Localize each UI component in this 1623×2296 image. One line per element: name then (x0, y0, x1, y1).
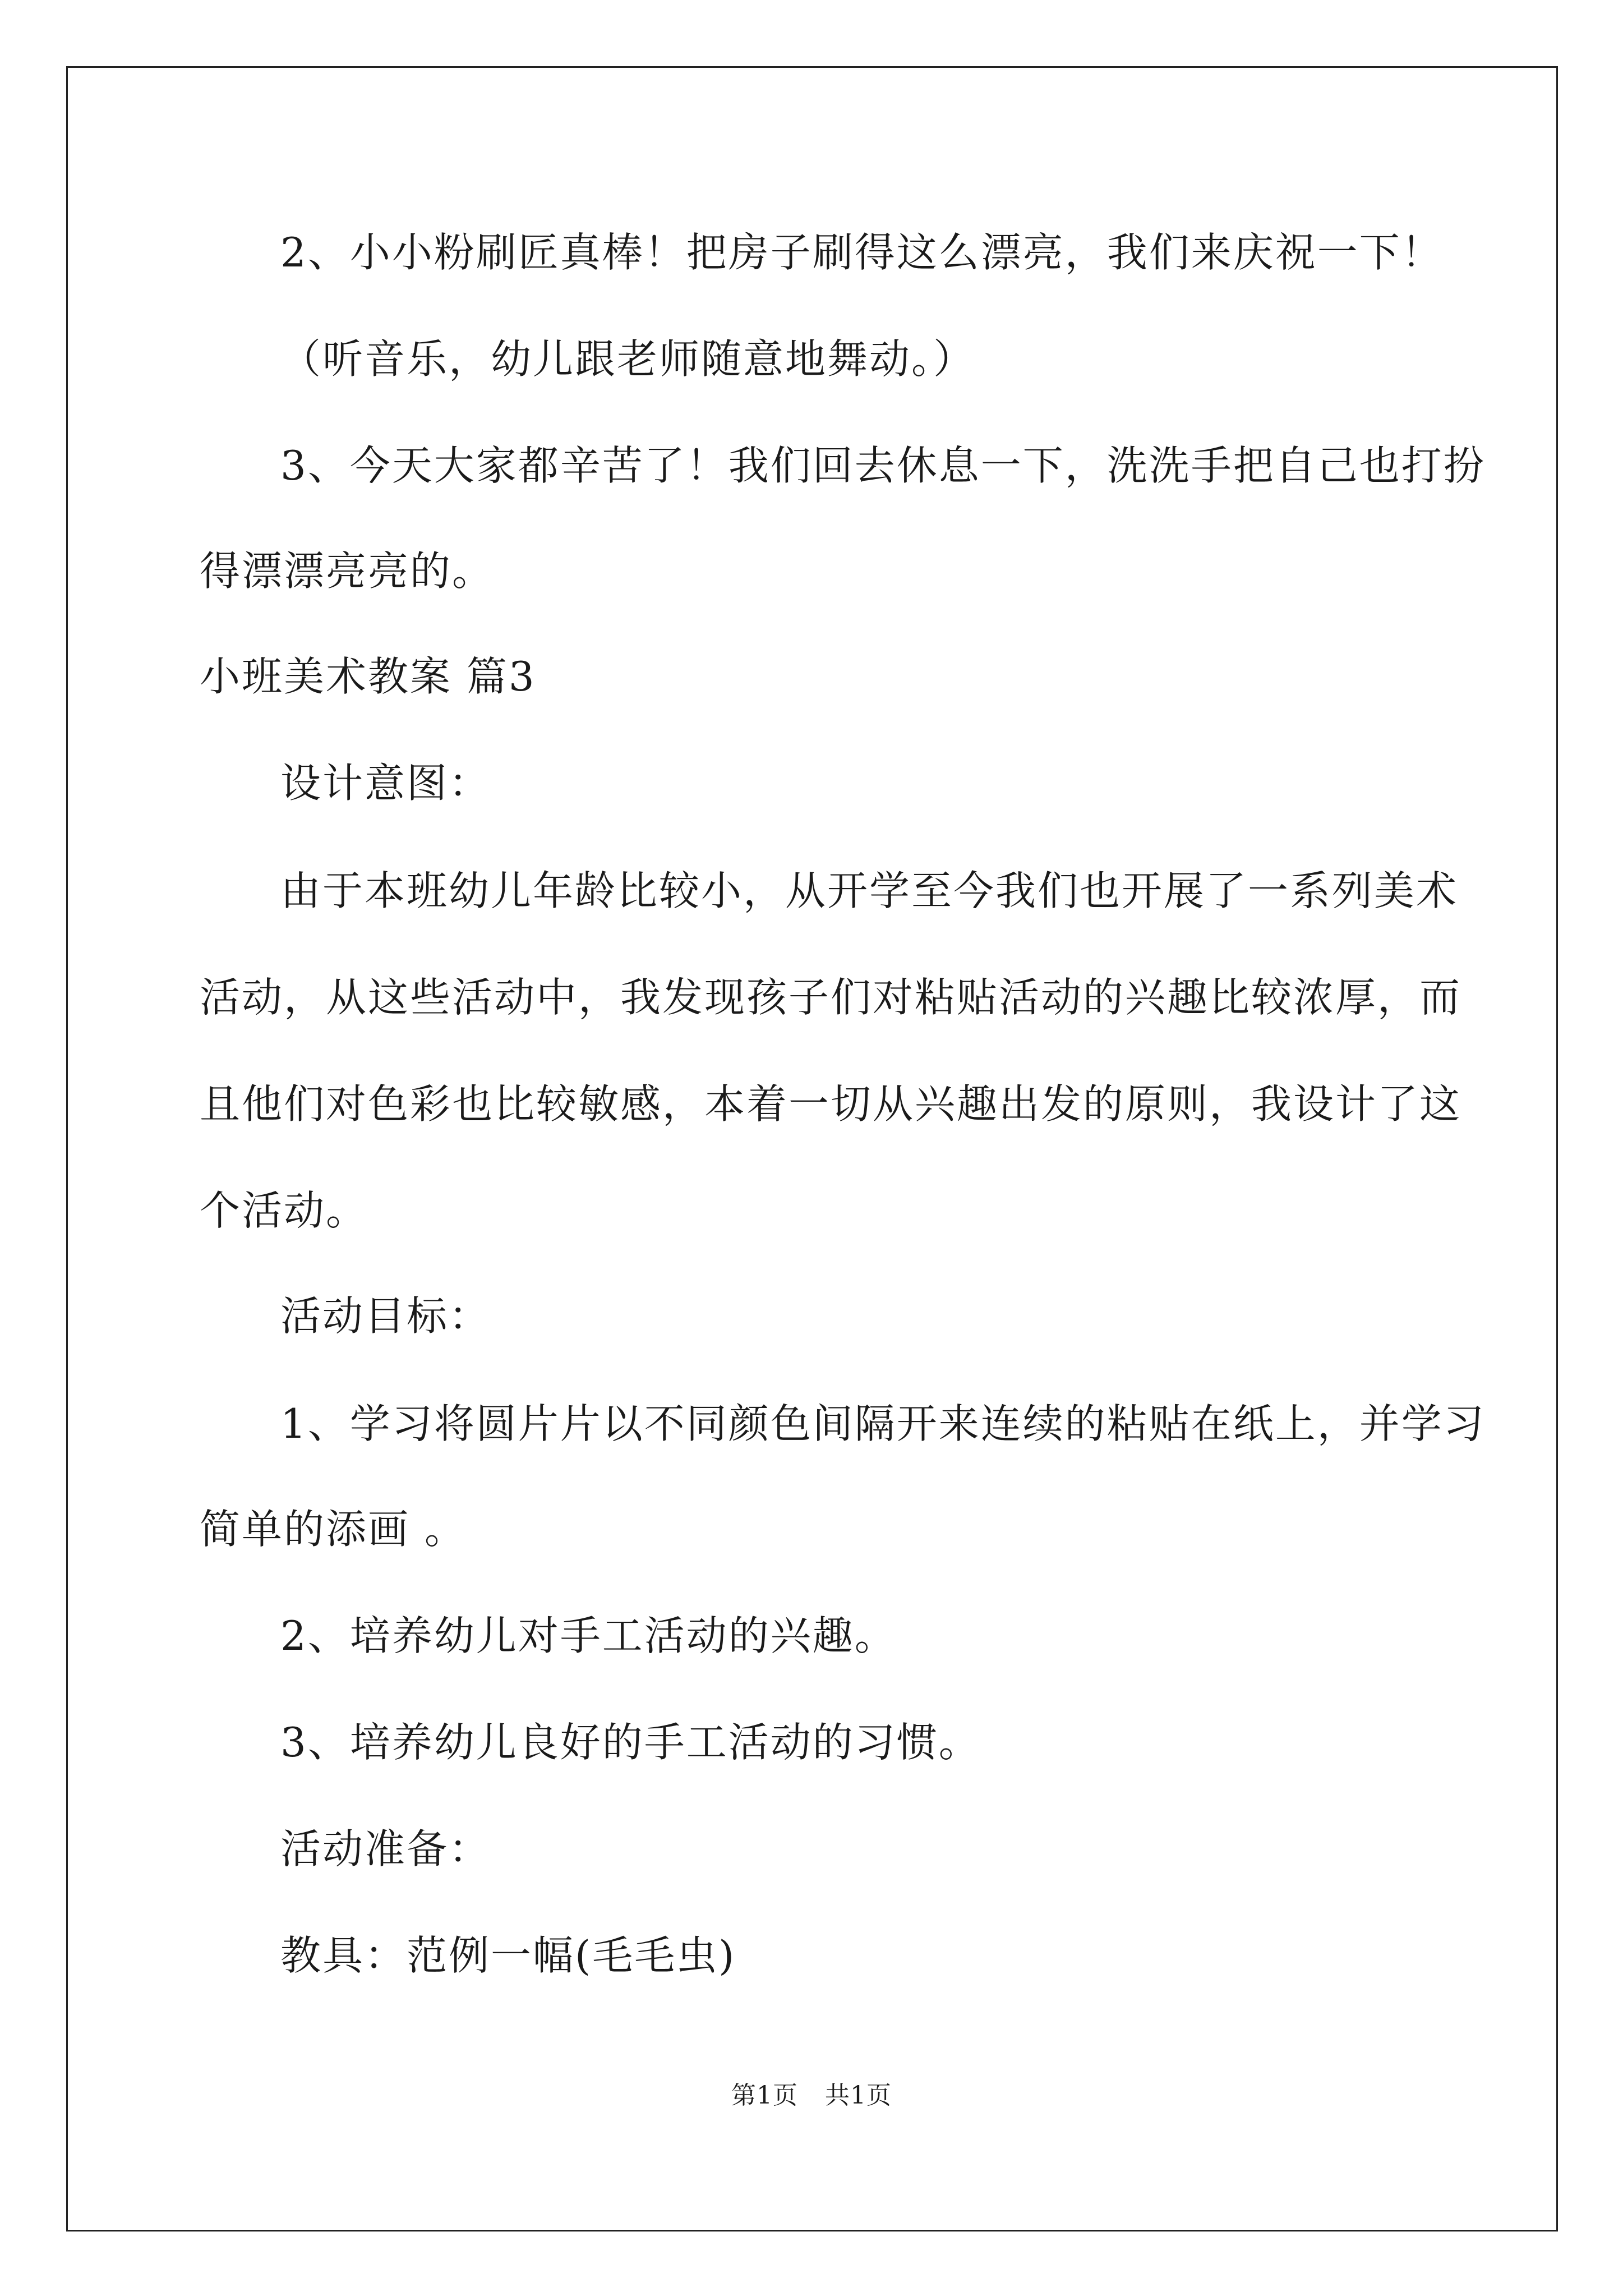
paragraph-line: 活动准备： (280, 1825, 491, 1872)
paragraph-line: 个活动。 (200, 1187, 368, 1234)
paragraph-line: 活动目标： (280, 1292, 491, 1340)
page-frame (66, 66, 1558, 2231)
paragraph-line: 简单的添画 。 (200, 1506, 467, 1553)
paragraph-line: 且他们对色彩也比较敏感，本着一切从兴趣出发的原则，我设计了这 (200, 1080, 1462, 1128)
paragraph-line: 3、今天大家都辛苦了！我们回去休息一下，洗洗手把自己也打扮 (280, 442, 1486, 489)
page-footer (0, 2079, 1623, 2113)
paragraph-line: （听音乐，幼儿跟老师随意地舞动。） (280, 335, 976, 383)
paragraph-line: 3、培养幼儿良好的手工活动的习惯。 (280, 1719, 981, 1766)
paragraph-line: 2、培养幼儿对手工活动的兴趣。 (280, 1612, 897, 1659)
paragraph-line: 设计意图： (280, 760, 491, 807)
paragraph-line: 教具：范例一幅(毛毛虫) (280, 1932, 736, 1979)
paragraph-line: 活动，从这些活动中，我发现孩子们对粘贴活动的兴趣比较浓厚，而 (200, 974, 1462, 1021)
paragraph-line: 2、小小粉刷匠真棒！把房子刷得这么漂亮，我们来庆祝一下！ (280, 229, 1444, 276)
section-heading: 小班美术教案 篇3 (200, 653, 536, 700)
paragraph-line: 得漂漂亮亮的。 (200, 547, 495, 595)
page-total: 共1页 (825, 2081, 892, 2110)
paragraph-line: 由于本班幼儿年龄比较小，从开学至今我们也开展了一系列美术 (280, 867, 1459, 914)
paragraph-line: 1、学习将圆片片以不同颜色间隔开来连续的粘贴在纸上，并学习 (280, 1400, 1486, 1447)
page-number: 第1页 (731, 2081, 798, 2110)
